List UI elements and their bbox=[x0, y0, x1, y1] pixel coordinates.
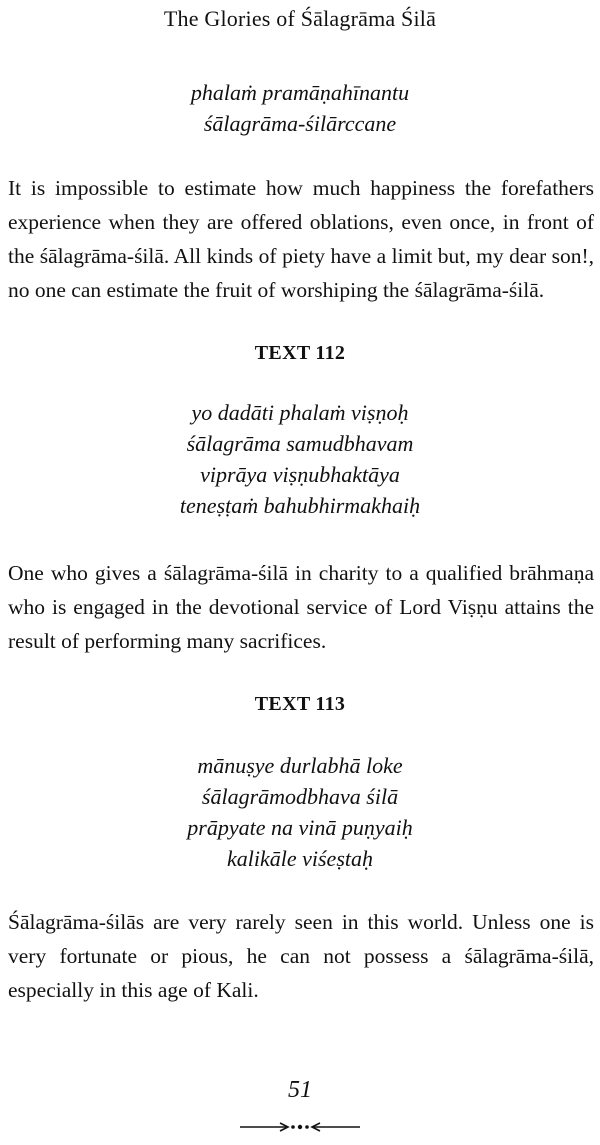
text-112-heading: TEXT 112 bbox=[254, 342, 346, 364]
verse-line: śālagrāma samudbhavam bbox=[186, 431, 414, 456]
verse-line: kalikāle viśeṣtaḥ bbox=[226, 846, 373, 871]
verse-113 bbox=[0, 750, 600, 874]
verse-line: phalaṁ pramāṇahīnantu bbox=[190, 80, 410, 105]
translation-paragraph-112: One who gives a śālagrāma-śilā in charity to a qualified brāhmaṇa who is engaged in the devotional service of Lord Viṣṇu attains the result of performing many sacrifices. bbox=[8, 561, 594, 653]
verse-line: prāpyate na vinā puṇyaiḥ bbox=[187, 815, 413, 840]
verse-111-ending bbox=[0, 77, 600, 139]
verse-112 bbox=[0, 397, 600, 521]
translation-paragraph-113: Śālagrāma-śilās are very rarely seen in this world. Unless one is very fortunate or pious, he can not possess a śālagrāma-śilā, especially in this age of Kali. bbox=[8, 910, 594, 1002]
page-number: 51 bbox=[288, 1077, 312, 1103]
flourish-ornament-icon bbox=[240, 1120, 360, 1134]
running-head: The Glories of Śālagrāma Śilā bbox=[163, 6, 437, 31]
verse-line: śālagrāmodbhava śilā bbox=[201, 784, 399, 809]
verse-line: śālagrāma-śilārccane bbox=[203, 111, 397, 136]
verse-line: yo dadāti phalaṁ viṣṇoḥ bbox=[191, 400, 409, 425]
verse-line: viprāya viṣṇubhaktāya bbox=[200, 462, 400, 487]
verse-line: teneṣṭaṁ bahubhirmakhaiḥ bbox=[179, 493, 421, 518]
translation-paragraph-111: It is impossible to estimate how much happiness the forefathers experience when they are offered oblations, even once, in front of the śālagrāma-śilā. All kinds of piety have a limit but, my dear son!, no one can estimate the fruit of worshiping the śālagrāma-śilā. bbox=[8, 176, 594, 302]
text-113-heading: TEXT 113 bbox=[254, 693, 346, 715]
verse-line: mānuṣye durlabhā loke bbox=[197, 753, 403, 778]
